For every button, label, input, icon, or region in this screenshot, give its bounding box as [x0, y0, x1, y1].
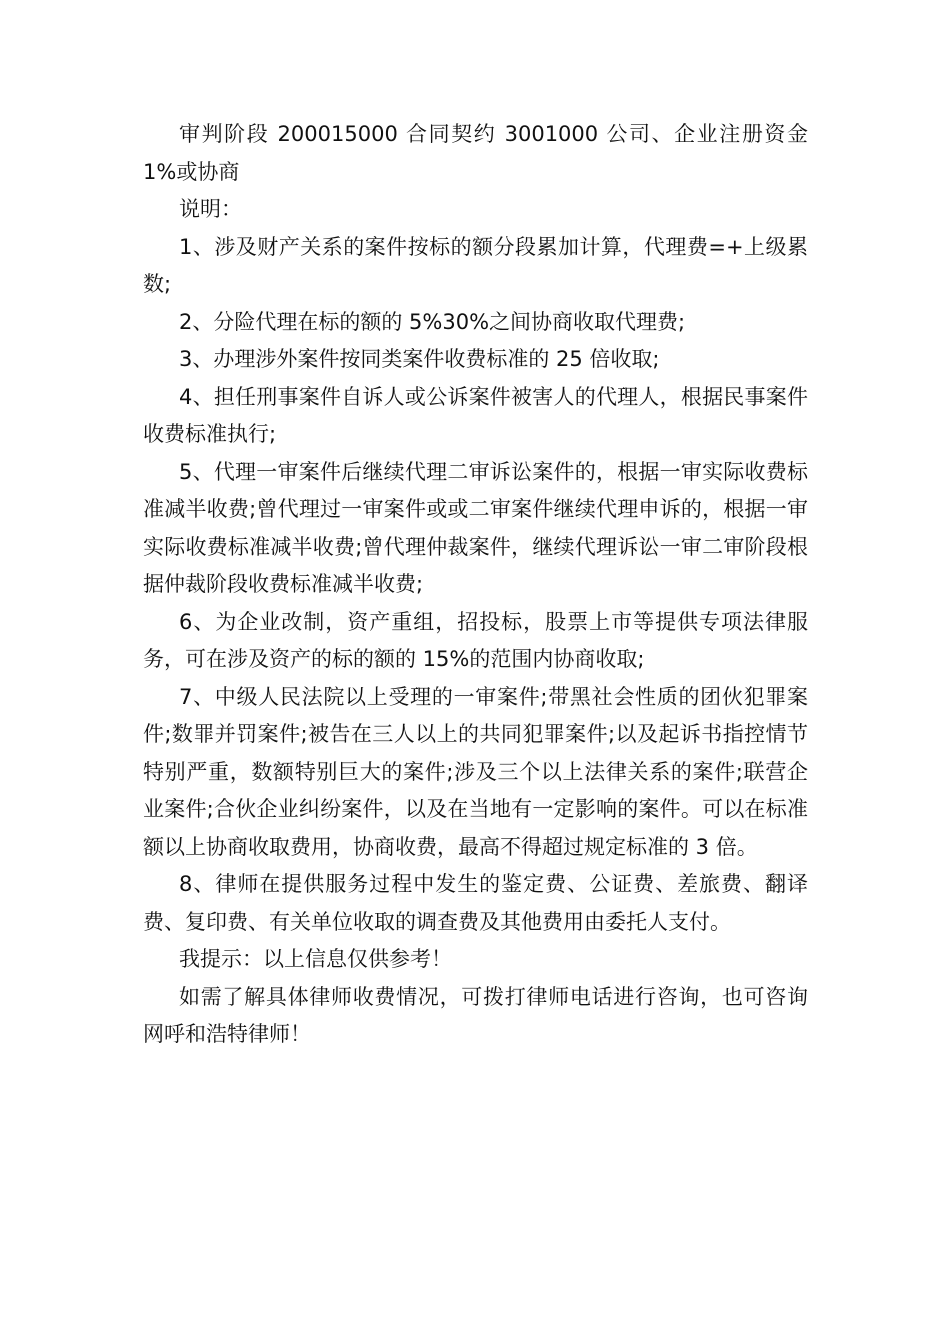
paragraph-note-3: 3、办理涉外案件按同类案件收费标准的 25 倍收取; [179, 347, 660, 371]
paragraph-note-8: 8、律师在提供服务过程中发生的鉴定费、公证费、差旅费、翻译费、复印费、有关单位收取的调查费及其他费用由委托人支付。 [143, 872, 808, 934]
paragraph-reminder: 我提示：以上信息仅供参考！ [179, 947, 452, 971]
paragraph-note-1: 1、涉及财产关系的案件按标的额分段累加计算，代理费=+上级累数; [143, 234, 808, 296]
paragraph-notes-heading: 说明： [179, 197, 242, 221]
document-body [143, 116, 808, 1054]
paragraph-note-4: 4、担任刑事案件自诉人或公诉案件被害人的代理人，根据民事案件收费标准执行; [143, 384, 808, 446]
paragraph-note-7: 7、中级人民法院以上受理的一审案件;带黑社会性质的团伙犯罪案件;数罪并罚案件;被告在三人以上的共同犯罪案件;以及起诉书指控情节特别严重，数额特别巨大的案件;涉及三个以上法律关系的案件;联营企业案件;合伙企业纠纷案件，以及在当地有一定影响的案件。可以在标准额以上协商收取费用，协商收费，最高不得超过规定标准的 3 倍。 [143, 684, 808, 859]
paragraph-contact: 如需了解具体律师收费情况，可拨打律师电话进行咨询，也可咨询网呼和浩特律师！ [143, 984, 808, 1046]
paragraph-note-6: 6、为企业改制，资产重组，招投标，股票上市等提供专项法律服务，可在涉及资产的标的额的 15%的范围内协商收取; [143, 609, 808, 671]
paragraph-fee-stages: 审判阶段 200015000 合同契约 3001000 公司、企业注册资金 1%或协商 [143, 122, 808, 184]
paragraph-note-5: 5、代理一审案件后继续代理二审诉讼案件的，根据一审实际收费标准减半收费;曾代理过一审案件或或二审案件继续代理申诉的，根据一审实际收费标准减半收费;曾代理仲裁案件，继续代理诉讼一审二审阶段根据仲裁阶段收费标准减半收费; [143, 459, 808, 596]
paragraph-note-2: 2、分险代理在标的额的 5%30%之间协商收取代理费; [179, 309, 686, 334]
